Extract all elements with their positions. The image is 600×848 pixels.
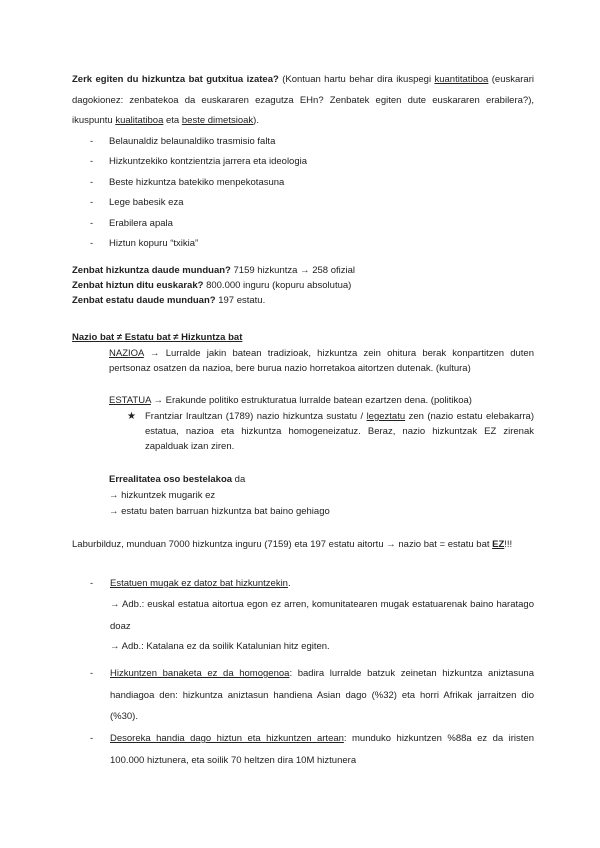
stat-question: Zenbat hiztun ditu euskarak? [72,280,204,291]
section-heading-nazio: Nazio bat ≠ Estatu bat ≠ Hizkuntza bat [72,332,243,343]
point-2-underline: Hizkuntzen banaketa ez da homogenoa [110,668,290,679]
star-bullet-text [145,409,534,454]
list-dash: - [90,578,94,589]
reality-heading [109,473,245,486]
star-underline-legeztatu: legeztatu [366,411,406,422]
stat-question: Zenbat estatu daude munduan? [72,295,216,306]
nazioa-definition [109,346,534,376]
star-icon: ★ [127,411,136,422]
list-dash: - [90,177,94,188]
list-item-text: Belaunaldiz belaunaldiko trasmisio falta [109,136,276,147]
intro-underline-kuantitatiboa: kuantitatiboa [434,74,489,85]
reality-line: → hizkuntzek mugarik ez [109,490,216,501]
stat-question: Zenbat hizkuntza daude munduan? [72,265,231,276]
point-1-example-2: → Adb.: Katalana ez da soilik Katalunian hitz egiten. [110,641,330,652]
point-1-example-1: → Adb.: euskal estatua aitortua egon ez arren, komunitatearen mugak estatuarenak baino haratago doaz [110,599,534,632]
list-dash: - [90,156,94,167]
stat-line [72,279,351,292]
intro-paragraph [72,70,534,132]
stat-answer: 800.000 inguru (kopuru absolutua) [203,280,352,291]
point-1 [110,573,534,595]
summary-paragraph [72,534,534,556]
point-2-text: : badira lurralde batzuk zeinetan hizkuntza aniztasuna handiagoa den: hizkuntza aniztasun handiena Asian dago (%32) eta horri Afrikak jarraitzen dio (%30). [110,668,534,722]
intro-underline-kualitatiboa: kualitatiboa [115,115,164,126]
point-1-underline: Estatuen mugak ez datoz bat hizkuntzekin [110,578,288,589]
nazioa-term: NAZIOA [109,348,144,359]
list-item-text: Erabilera apala [109,218,173,229]
reality-line: → estatu baten barruan hizkuntza bat baino gehiago [109,506,330,517]
point-2 [110,663,534,728]
list-dash: - [90,238,94,249]
intro-underline-dimetsioak: beste dimetsioak [181,115,254,126]
intro-text-2: (euskarari dagokionez: zenbatekoa da euskararen ezagutza EHn? Zenbatek egiten dute euskararen erabilera?), ikuspuntu [72,74,534,126]
list-item [90,176,284,190]
list-item [90,196,183,210]
list-item [90,237,198,251]
star-text-2: zen (nazio estatu elebakarra) estatua, nazioa eta hizkuntza homogeneizatuz. Beraz, nazio hizkuntzak EZ zirenak zapalduak izan ziren. [145,411,534,452]
nazioa-text: → Lurralde jakin batean tradizioak, hizkuntza zein ohitura berak konpartitzen duten pertsonaz osatzen da nazioa, bere burua nazio horretakoa aitortzen dutenak. (kultura) [109,348,534,374]
point-3 [110,728,534,771]
reality-rest: da [232,474,246,485]
list-dash: - [90,733,94,744]
intro-text-3: eta [163,115,182,126]
list-item [90,217,173,231]
stat-answer: 7159 hizkuntza → 258 ofizial [230,265,355,276]
list-dash: - [90,136,94,147]
list-item [90,155,307,169]
stat-answer: 197 estatu. [215,295,266,306]
reality-bold: Errealitatea oso bestelakoa [109,474,233,485]
stat-line [72,264,355,277]
list-dash: - [90,197,94,208]
summary-text: Laburbilduz, munduan 7000 hizkuntza inguru (7159) eta 197 estatu aitortu → nazio bat = estatu bat [72,539,493,550]
list-item-text: Beste hizkuntza batekiko menpekotasuna [109,177,285,188]
list-dash: - [90,668,94,679]
list-item [90,135,275,149]
list-dash: - [90,218,94,229]
point-3-text: : munduko hizkuntzen %88a ez da iristen 100.000 hiztunera, eta soilik 70 heltzen dira 10M hiztunera [110,733,534,766]
list-item-text: Lege babesik eza [109,197,184,208]
estatua-term: ESTATUA [109,395,151,406]
estatua-definition [109,394,472,407]
intro-question: Zerk egiten du hizkuntza bat gutxitua izatea? [72,74,279,85]
star-text-1: Frantziar Iraultzan (1789) nazio hizkuntza sustatu / [145,411,367,422]
point-3-underline: Desoreka handia dago hiztun eta hizkuntzen artean [110,733,344,744]
stat-line [72,294,265,307]
list-item-text: Hiztun kopuru “txikia” [109,238,199,249]
intro-text-1: (Kontuan hartu behar dira ikuspegi [278,74,435,85]
summary-exclaim: !!! [504,539,513,550]
list-item-text: Hizkuntzekiko kontzientzia jarrera eta ideologia [109,156,308,167]
estatua-text: → Erakunde politiko estrukturatua lurralde batean ezartzen dena. (politikoa) [150,395,472,406]
point-1-end: . [287,578,291,589]
summary-bold: EZ [492,539,505,550]
intro-text-4: ). [253,115,259,126]
